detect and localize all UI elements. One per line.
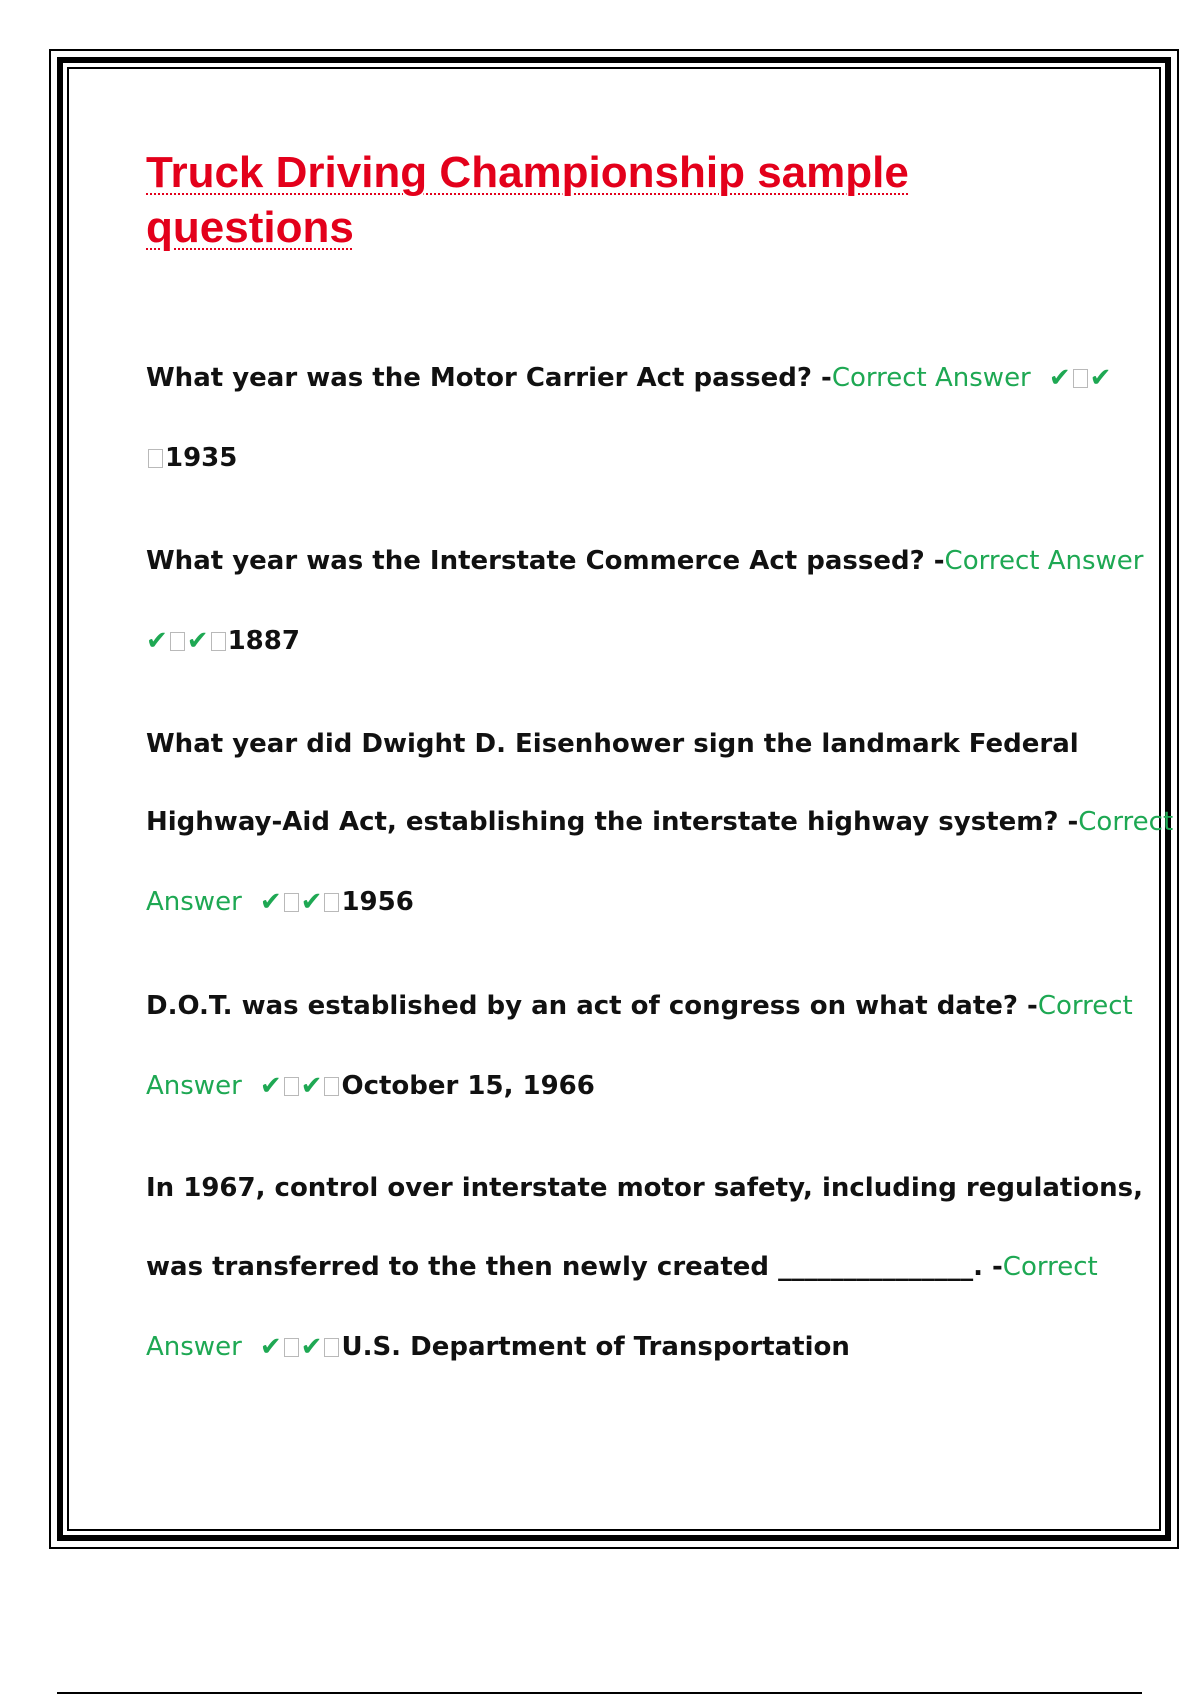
answer-2 [146, 623, 1096, 659]
question-2-text: What year was the Interstate Commerce Act passed? - [146, 546, 945, 576]
missing-glyph-box-icon [284, 893, 299, 912]
missing-glyph-box-icon [148, 449, 163, 468]
page-border-inner [67, 67, 1161, 1531]
check-icon: ✔ [259, 887, 282, 917]
correct-answer-label-end: Answer [146, 887, 242, 917]
answer-5-text: U.S. Department of Transportation [341, 1332, 850, 1362]
question-5-text-line-1: In 1967, control over interstate motor safety, including regulations, [146, 1173, 1144, 1203]
check-icon: ✔ [1089, 363, 1112, 393]
missing-glyph-box-icon [324, 1338, 339, 1357]
question-4-text: D.O.T. was established by an act of congress on what date? - [146, 991, 1038, 1021]
missing-glyph-box-icon [211, 632, 226, 651]
check-icon: ✔ [1048, 363, 1071, 393]
missing-glyph-box-icon [324, 1077, 339, 1096]
answer-1 [146, 440, 1096, 476]
missing-glyph-box-icon [324, 893, 339, 912]
answer-1-text: 1935 [165, 443, 238, 473]
correct-answer-label-end: Answer [146, 1071, 242, 1101]
question-2 [146, 543, 1144, 579]
question-5-line-2 [146, 1249, 1096, 1285]
missing-glyph-box-icon [1073, 369, 1088, 388]
check-icon: ✔ [300, 1071, 323, 1101]
check-icon: ✔ [146, 626, 168, 656]
question-3-text-line-1: What year did Dwight D. Eisenhower sign the landmark Federal [146, 729, 1079, 759]
missing-glyph-box-icon [284, 1338, 299, 1357]
document-title-text: Truck Driving Championship sample questions [146, 148, 909, 252]
missing-glyph-box-icon [284, 1077, 299, 1096]
question-5-text-line-2: was transferred to the then newly created _______________. - [146, 1252, 1003, 1282]
correct-answer-label-start: Correct [1037, 991, 1133, 1021]
check-icon: ✔ [259, 1332, 282, 1362]
correct-answer-label: Correct Answer [831, 363, 1031, 393]
check-icon: ✔ [300, 1332, 323, 1362]
question-1 [146, 360, 1112, 396]
footer-rule [57, 1692, 1142, 1694]
answer-4-text: October 15, 1966 [341, 1071, 595, 1101]
question-4 [146, 988, 1133, 1024]
correct-answer-label-start: Correct [1078, 807, 1174, 837]
answer-5 [146, 1329, 1096, 1365]
document-title [146, 145, 1046, 255]
correct-answer-label: Correct Answer [944, 546, 1144, 576]
question-3 [146, 726, 1096, 762]
check-icon: ✔ [300, 887, 323, 917]
correct-answer-label-start: Correct [1002, 1252, 1098, 1282]
question-3-text-line-2: Highway-Aid Act, establishing the interstate highway system? - [146, 807, 1079, 837]
check-icon: ✔ [259, 1071, 282, 1101]
check-icon: ✔ [186, 626, 209, 656]
correct-answer-label-end: Answer [146, 1332, 242, 1362]
answer-4 [146, 1068, 1096, 1104]
answer-3-text: 1956 [341, 887, 414, 917]
missing-glyph-box-icon [170, 632, 185, 651]
question-1-text: What year was the Motor Carrier Act passed? - [146, 363, 832, 393]
question-5 [146, 1170, 1144, 1206]
question-3-line-2 [146, 804, 1174, 840]
answer-2-text: 1887 [227, 626, 300, 656]
answer-3 [146, 884, 1096, 920]
